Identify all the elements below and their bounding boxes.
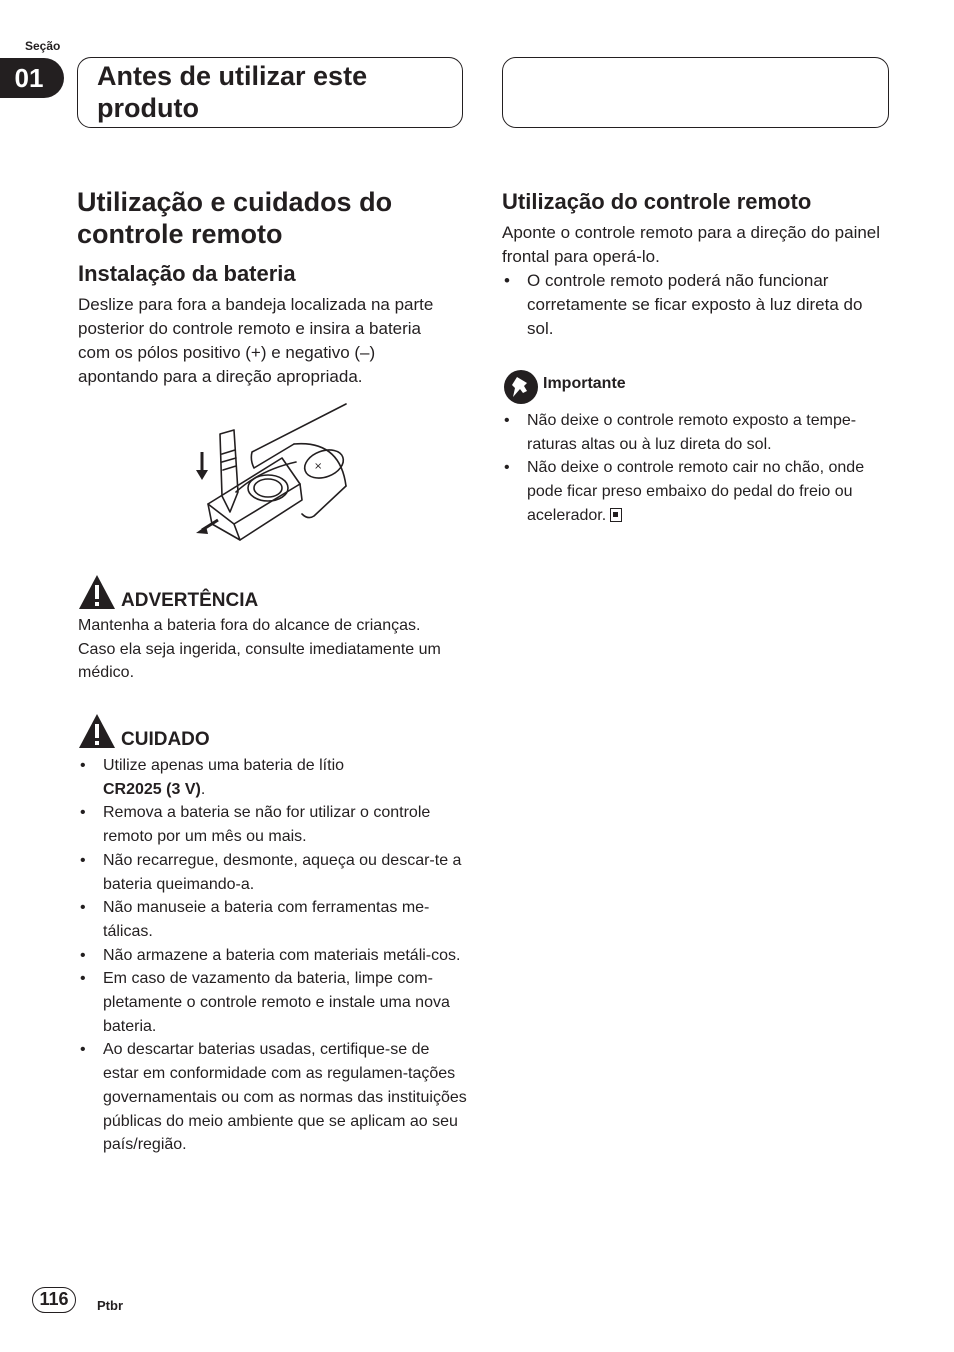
- remote-usage-heading: Utilização do controle remoto: [502, 189, 812, 214]
- warning-title: ADVERTÊNCIA: [121, 590, 259, 611]
- important-item-text: Não deixe o controle remoto cair no chão, onde pode ficar preso embaixo do pedal do freio ou acelerador.: [527, 459, 865, 524]
- main-title-line2: controle remoto: [77, 219, 283, 249]
- battery-model: CR2025 (3 V): [103, 780, 201, 798]
- warning-triangle-icon: [78, 574, 116, 610]
- remote-usage-item: • O controle remoto poderá não funcionar corretamente se ficar exposto à luz direta do sol.: [502, 269, 882, 341]
- important-title: Importante: [543, 375, 626, 392]
- important-item: [502, 456, 892, 527]
- main-title: [77, 186, 467, 250]
- section-label: Seção: [25, 39, 61, 53]
- caution-item: • Remova a bateria se não for utilizar o controle remoto por um mês ou mais.: [78, 801, 468, 848]
- caution-title: CUIDADO: [121, 729, 210, 750]
- caution-item: • Ao descartar baterias usadas, certifique-se de estar em conformidade com as regulamen-tações governamentais ou com as normas das instituições públicas do meio ambiente que se aplicam ao seu país/região.: [78, 1038, 468, 1157]
- battery-text: Deslize para fora a bandeja localizada na parte posterior do controle remoto e insira a bateria com os pólos positivo (+) e negativo (–) apontando para a direção apropriada.: [78, 295, 434, 386]
- language-code: Ptbr: [97, 1298, 123, 1313]
- caution-item: • Não manuseie a bateria com ferramentas me-tálicas.: [78, 896, 468, 943]
- caution-item-end: .: [200, 780, 206, 798]
- battery-heading: Instalação da bateria: [78, 261, 296, 286]
- chapter-title-line2: produto: [97, 93, 199, 123]
- battery-install-illustration: [190, 400, 356, 548]
- important-list: [502, 409, 892, 528]
- remote-usage-list: [502, 269, 882, 341]
- caution-item: [78, 754, 468, 801]
- page-number: 116: [32, 1287, 76, 1313]
- chapter-title-line1: Antes de utilizar este: [97, 61, 368, 91]
- important-item: • Não deixe o controle remoto exposto a tempe-raturas altas ou à luz direta do sol.: [502, 409, 892, 456]
- svg-text:×: ×: [314, 461, 323, 472]
- chapter-title: [97, 60, 457, 124]
- main-title-line1: Utilização e cuidados do: [77, 187, 393, 217]
- caution-list: [78, 754, 468, 1157]
- caution-triangle-icon: [78, 713, 116, 749]
- caution-item: • Em caso de vazamento da bateria, limpe com-pletamente o controle remoto e instale uma nova bateria.: [78, 967, 468, 1038]
- end-square-icon: [610, 508, 622, 522]
- warning-text: Mantenha a bateria fora do alcance de crianças. Caso ela seja ingerida, consulte imediatamente um médico.: [78, 617, 441, 682]
- section-number-tab: 01: [0, 58, 64, 98]
- pin-icon: [503, 369, 539, 405]
- remote-usage-intro: Aponte o controle remoto para a direção do painel frontal para operá-lo.: [502, 223, 881, 266]
- caution-item-text: Utilize apenas uma bateria de lítio: [103, 757, 345, 774]
- header-empty-box: [502, 57, 889, 128]
- caution-item: • Não recarregue, desmonte, aqueça ou descar-te a bateria queimando-a.: [78, 849, 468, 896]
- caution-item: • Não armazene a bateria com materiais metáli-cos.: [78, 944, 468, 968]
